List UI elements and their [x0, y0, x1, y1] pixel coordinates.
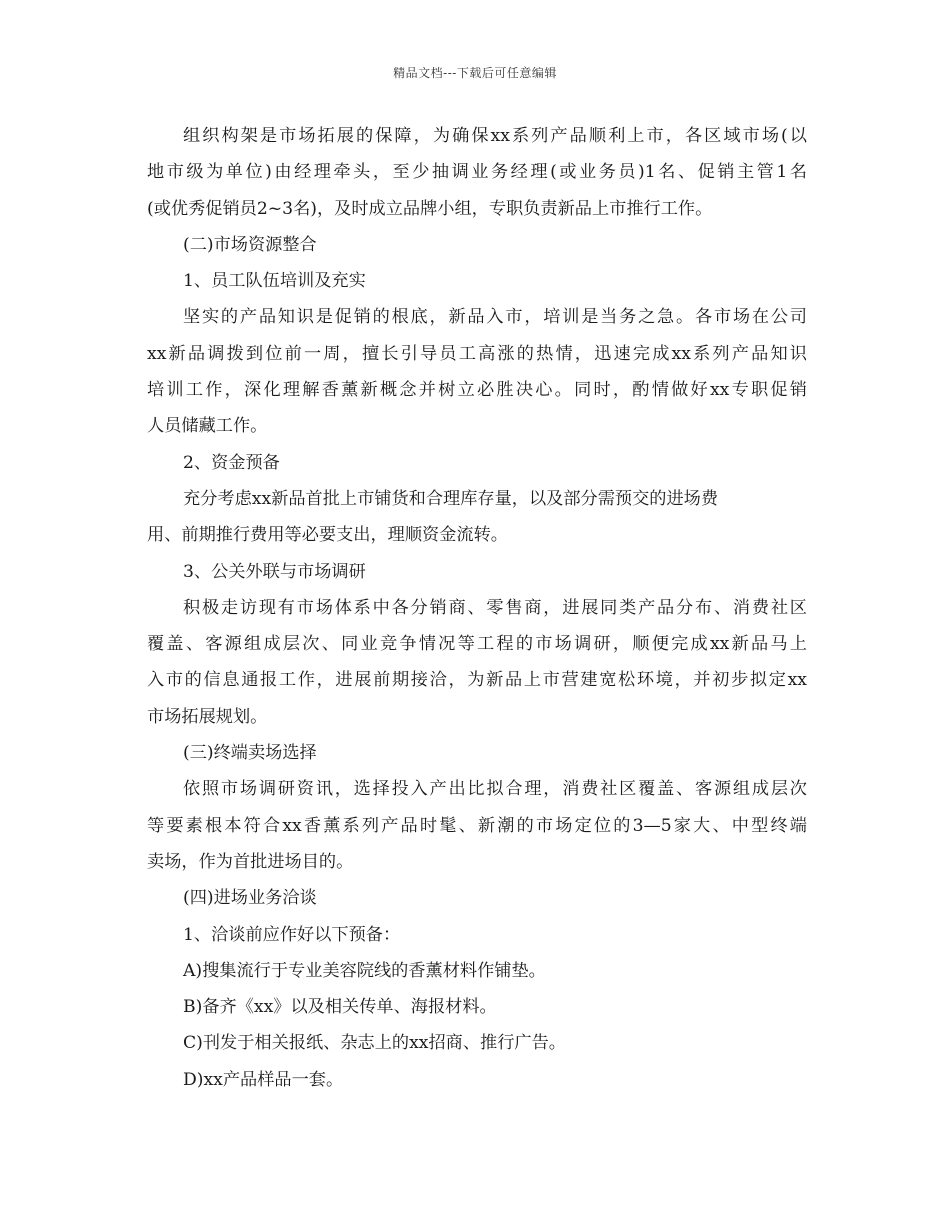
text-line: 等要素根本符合xx香薰系列产品时髦、新潮的市场定位的3—5家大、中型终端 [147, 815, 807, 836]
text-line: C)刊发于相关报纸、杂志上的xx招商、推行广告。 [183, 1033, 566, 1054]
text-line: 1、洽谈前应作好以下预备： [183, 924, 401, 945]
text-line: A)搜集流行于专业美容院线的香薰材料作铺垫。 [183, 960, 546, 981]
text-line: (或优秀促销员2~3名)，及时成立品牌小组，专职负责新品上市推行工作。 [147, 198, 713, 219]
text-line: 地市级为单位)由经理牵头，至少抽调业务经理(或业务员)1名、促销主管1名 [147, 162, 807, 183]
text-line: 市场拓展规划。 [147, 706, 268, 727]
text-line: 1、员工队伍培训及充实 [183, 271, 366, 292]
document-body [147, 118, 807, 1098]
text-line: 坚实的产品知识是促销的根底，新品入市，培训是当务之急。各市场在公司 [183, 307, 807, 328]
text-line: D)xx产品样品一套。 [183, 1069, 344, 1090]
text-line: 人员储藏工作。 [147, 416, 268, 437]
text-line: 用、前期推行费用等必要支出，理顺资金流转。 [147, 525, 508, 546]
text-line: xx新品调拨到位前一周，擅长引导员工高涨的热情，迅速完成xx系列产品知识 [147, 343, 807, 364]
text-line: B)备齐《xx》以及相关传单、海报材料。 [183, 997, 497, 1018]
text-line: 覆盖、客源组成层次、同业竞争情况等工程的市场调研，顺便完成xx新品马上 [147, 634, 807, 655]
text-line: (三)终端卖场选择 [183, 743, 317, 764]
text-line: 卖场，作为首批进场目的。 [147, 851, 354, 872]
text-line: 组织构架是市场拓展的保障，为确保xx系列产品顺利上市，各区域市场(以 [183, 126, 807, 146]
text-line: 入市的信息通报工作，进展前期接洽，为新品上市营建宽松环境，并初步拟定xx [147, 670, 807, 691]
text-line: (二)市场资源整合 [183, 234, 317, 255]
text-line: 依照市场调研资讯，选择投入产出比拟合理，消费社区覆盖、客源组成层次 [183, 779, 807, 800]
text-line: 2、资金预备 [183, 452, 280, 473]
text-line: 培训工作，深化理解香薰新概念并树立必胜决心。同时，酌情做好xx专职促销 [147, 380, 807, 401]
text-line: 充分考虑xx新品首批上市铺货和合理库存量，以及部分需预交的进场费 [183, 488, 719, 509]
text-line: (四)进场业务洽谈 [183, 888, 317, 909]
text-line: 积极走访现有市场体系中各分销商、零售商，进展同类产品分布、消费社区 [183, 597, 807, 618]
text-line: 3、公关外联与市场调研 [183, 561, 366, 582]
page-header: 精品文档---下载后可任意编辑 [393, 66, 557, 80]
